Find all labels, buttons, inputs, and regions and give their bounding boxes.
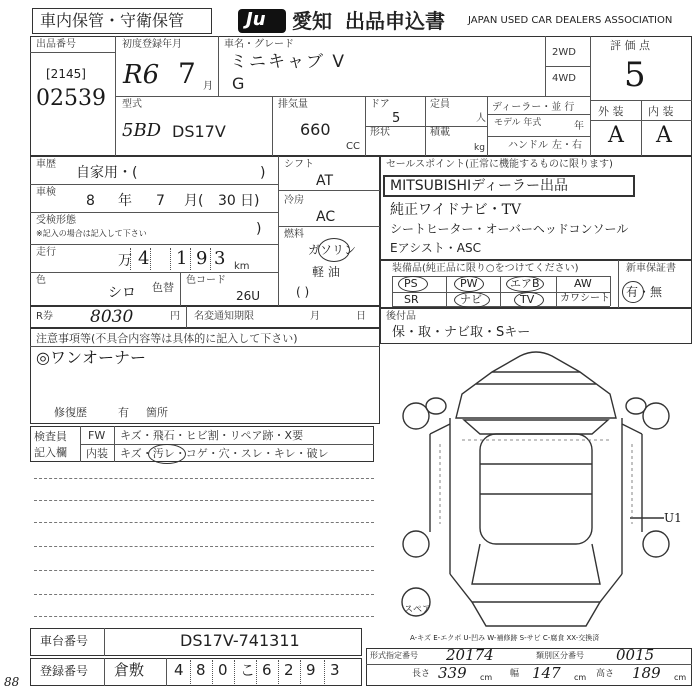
deadline-month: 月	[310, 311, 320, 322]
history-value: 自家用・(	[76, 165, 138, 181]
equip-pw: PW	[460, 277, 478, 290]
recycle-unit: 円	[170, 311, 180, 322]
selling-point-2: 純正ワイドナビ・TV	[390, 202, 522, 218]
fuel-options-2: 軽 油	[312, 265, 340, 279]
equip-tv-circle	[514, 292, 544, 308]
capacity-label: 定員	[430, 99, 450, 110]
mileage-digit-1: 4	[138, 248, 150, 269]
doors-label: ドア	[370, 99, 390, 110]
length-unit: cm	[480, 673, 493, 682]
first-reg-month-unit: 月	[203, 81, 213, 92]
car-grade: G	[232, 74, 245, 93]
listing-number-label: 出品番号	[36, 39, 76, 50]
exterior-label: 外 装	[598, 105, 624, 118]
selling-point-3: シートヒーター・オーバーヘッドコンソール	[390, 222, 629, 236]
model-prefix: 5BD	[122, 120, 162, 141]
drive-2wd: 2WD	[552, 47, 576, 58]
dealer-label: ディーラー・並 行	[492, 102, 575, 113]
inspector-label-bottom: 記入欄	[34, 446, 67, 459]
damage-legend: A-キズ E-エクボ U-凹み W-補修跡 S-サビ C-腐食 XX-交換済	[410, 634, 600, 642]
region-title: 愛知	[292, 9, 332, 33]
inspection-day-close: 日)	[240, 193, 260, 209]
capacity-unit: 人	[476, 113, 486, 124]
chassis-number: DS17V-741311	[180, 631, 300, 650]
receive-note: ※記入の場合は記入して下さい	[36, 229, 147, 238]
load-label: 積載	[430, 127, 450, 138]
category-label: 類別区分番号	[536, 651, 584, 660]
equip-airbag: エアB	[510, 277, 540, 290]
form-title: 出品申込書	[345, 9, 445, 33]
score-label: 評 価 点	[610, 39, 650, 52]
recycle-value: 8030	[90, 307, 134, 327]
inspection-month-unit: 月(	[184, 193, 204, 209]
color-value: シロ	[108, 285, 136, 301]
model-year-unit: 年	[574, 121, 584, 132]
notes-value: ◎ワンオーナー	[36, 348, 146, 367]
after-fit-value: 保・取・ナビ取・Sキー	[392, 325, 531, 340]
car-name: ミニキャブ V	[230, 52, 347, 72]
model-label: 型式	[122, 99, 142, 110]
displacement-unit: CC	[346, 141, 360, 152]
ac-value: AC	[316, 209, 336, 225]
plate-area: 倉敷	[114, 661, 145, 679]
damage-mark-u1: U1	[664, 511, 682, 525]
color-code: 26U	[236, 289, 261, 303]
recycle-label: R券	[36, 311, 53, 322]
load-unit: kg	[474, 143, 485, 153]
selling-point-1: MITSUBISHIディーラー出品	[390, 178, 569, 194]
fw-items: キズ・飛石・ヒビ割・リペア跡・X要	[120, 429, 304, 442]
displacement: 660	[300, 120, 331, 139]
selling-point-4: Eアシスト・ASC	[390, 241, 481, 255]
interior-items: キズ・汚レ・コゲ・穴・スレ・キレ・破レ	[120, 447, 329, 460]
shift-label: シフト	[284, 159, 314, 170]
color-label: 色	[36, 275, 46, 286]
interior-dirt-circle	[148, 444, 186, 464]
equip-ps-circle	[398, 276, 428, 292]
after-fit-label: 後付品	[386, 311, 416, 322]
history-label: 車歴	[36, 159, 56, 170]
inspection-year-unit: 年	[118, 193, 132, 209]
storage-label: 車内保管・守衛保管	[40, 11, 185, 30]
handle-options: 左・右	[552, 140, 582, 151]
plate-char-5: 6	[262, 661, 272, 679]
selling-points-label: セールスポイント(正常に機能するものに限ります)	[386, 159, 613, 170]
shift-value: AT	[316, 173, 334, 189]
category: 0015	[616, 646, 655, 664]
inspector-label-top: 検査員	[34, 430, 67, 443]
mileage-label: 走行	[36, 247, 56, 258]
plate-char-6: 2	[284, 661, 294, 679]
name-grade-label: 車名・グレード	[224, 39, 294, 50]
shape-label: 形状	[370, 127, 390, 138]
mileage-digit-4: 3	[214, 248, 226, 269]
first-reg-month: 7	[178, 57, 196, 90]
plate-char-4: こ	[240, 661, 256, 679]
model-year-label: モデル 年式	[494, 118, 542, 128]
plate-char-7: 9	[306, 661, 316, 679]
fw-label: FW	[88, 429, 106, 442]
drive-4wd: 4WD	[552, 73, 576, 84]
corner-mark: 88	[4, 675, 20, 689]
equip-ps: PS	[404, 277, 418, 290]
length-label: 長さ	[412, 669, 431, 679]
listing-number: 02539	[36, 86, 106, 111]
equip-navi: ナビ	[460, 293, 482, 306]
mileage-man: 万	[118, 253, 132, 269]
overall-score: 5	[624, 55, 646, 95]
color-code-label: 色コード	[186, 275, 226, 286]
height-value: 189	[632, 664, 661, 682]
equip-navi-circle	[454, 292, 490, 308]
interior-label: 内 装	[648, 105, 674, 118]
association-name: JAPAN USED CAR DEALERS ASSOCIATION	[468, 15, 673, 26]
length-value: 339	[438, 664, 467, 682]
inspection-day: 30	[218, 193, 236, 209]
interior-grade: A	[656, 123, 672, 148]
handle-label: ハンドル	[508, 140, 548, 151]
spare-label: スペア	[404, 605, 432, 615]
fuel-paren: ( )	[296, 285, 310, 299]
equip-aw: AW	[574, 277, 592, 290]
plate-char-1: 4	[174, 661, 184, 679]
plate-char-2: 8	[196, 661, 206, 679]
equipment-label: 装備品(純正品に限り○をつけてください)	[392, 263, 579, 274]
fuel-options: ガソリン	[308, 243, 357, 257]
first-reg-era-year: R6	[123, 60, 160, 90]
equip-sr: SR	[404, 293, 419, 306]
car-damage-diagram	[380, 344, 692, 634]
plate-char-3: 0	[218, 661, 228, 679]
interior-row-label: 内装	[86, 447, 108, 460]
fuel-gasoline-circle	[318, 238, 350, 262]
type-cert-label: 形式指定番号	[370, 651, 418, 660]
mileage-digit-3: 9	[196, 248, 208, 269]
warranty-yes-circle	[622, 281, 644, 303]
plate-label: 登録番号	[40, 664, 89, 678]
mileage-digit-2: 1	[176, 248, 188, 269]
exterior-grade: A	[608, 123, 624, 148]
inspection-month: 7	[156, 193, 165, 209]
displacement-label: 排気量	[278, 99, 308, 110]
equip-pw-circle	[454, 276, 484, 292]
mileage-unit: km	[234, 261, 250, 272]
height-unit: cm	[674, 673, 687, 682]
inspection-year: 8	[86, 193, 95, 209]
notes-label: 注意事項等(不具合内容等は具体的に記入して下さい)	[36, 332, 298, 345]
listing-sub-number: [2145]	[46, 67, 86, 81]
height-label: 高さ	[596, 669, 615, 679]
inspection-label: 車検	[36, 187, 56, 198]
width-unit: cm	[574, 673, 587, 682]
fuel-label: 燃料	[284, 229, 304, 240]
history-close: )	[260, 165, 266, 181]
new-warranty-label: 新車保証書	[626, 263, 676, 274]
color-change-label: 色替	[152, 281, 174, 294]
equip-leather-seat: カワシート	[560, 293, 610, 304]
ac-label: 冷房	[284, 195, 304, 206]
repair-suffix: 箇所	[146, 406, 168, 419]
repair-label: 修復歴	[54, 406, 87, 419]
chassis-label: 車台番号	[40, 634, 89, 648]
doors-value: 5	[392, 111, 401, 126]
first-reg-label: 初度登録年月	[122, 39, 182, 50]
width-value: 147	[532, 664, 561, 682]
width-label: 幅	[510, 669, 520, 679]
ju-logo-text: Ju	[246, 9, 266, 30]
deadline-day: 日	[356, 311, 366, 322]
plate-char-8: 3	[330, 661, 340, 679]
type-cert: 20174	[446, 646, 494, 664]
receive-label: 受検形態	[36, 215, 76, 226]
equip-tv: TV	[520, 293, 535, 306]
deadline-label: 名変通知期限	[194, 311, 254, 322]
equip-airbag-circle	[506, 276, 544, 292]
repair-value: 有	[118, 406, 129, 419]
new-warranty-value: 有・無	[626, 285, 663, 299]
model-code: DS17V	[172, 122, 226, 141]
